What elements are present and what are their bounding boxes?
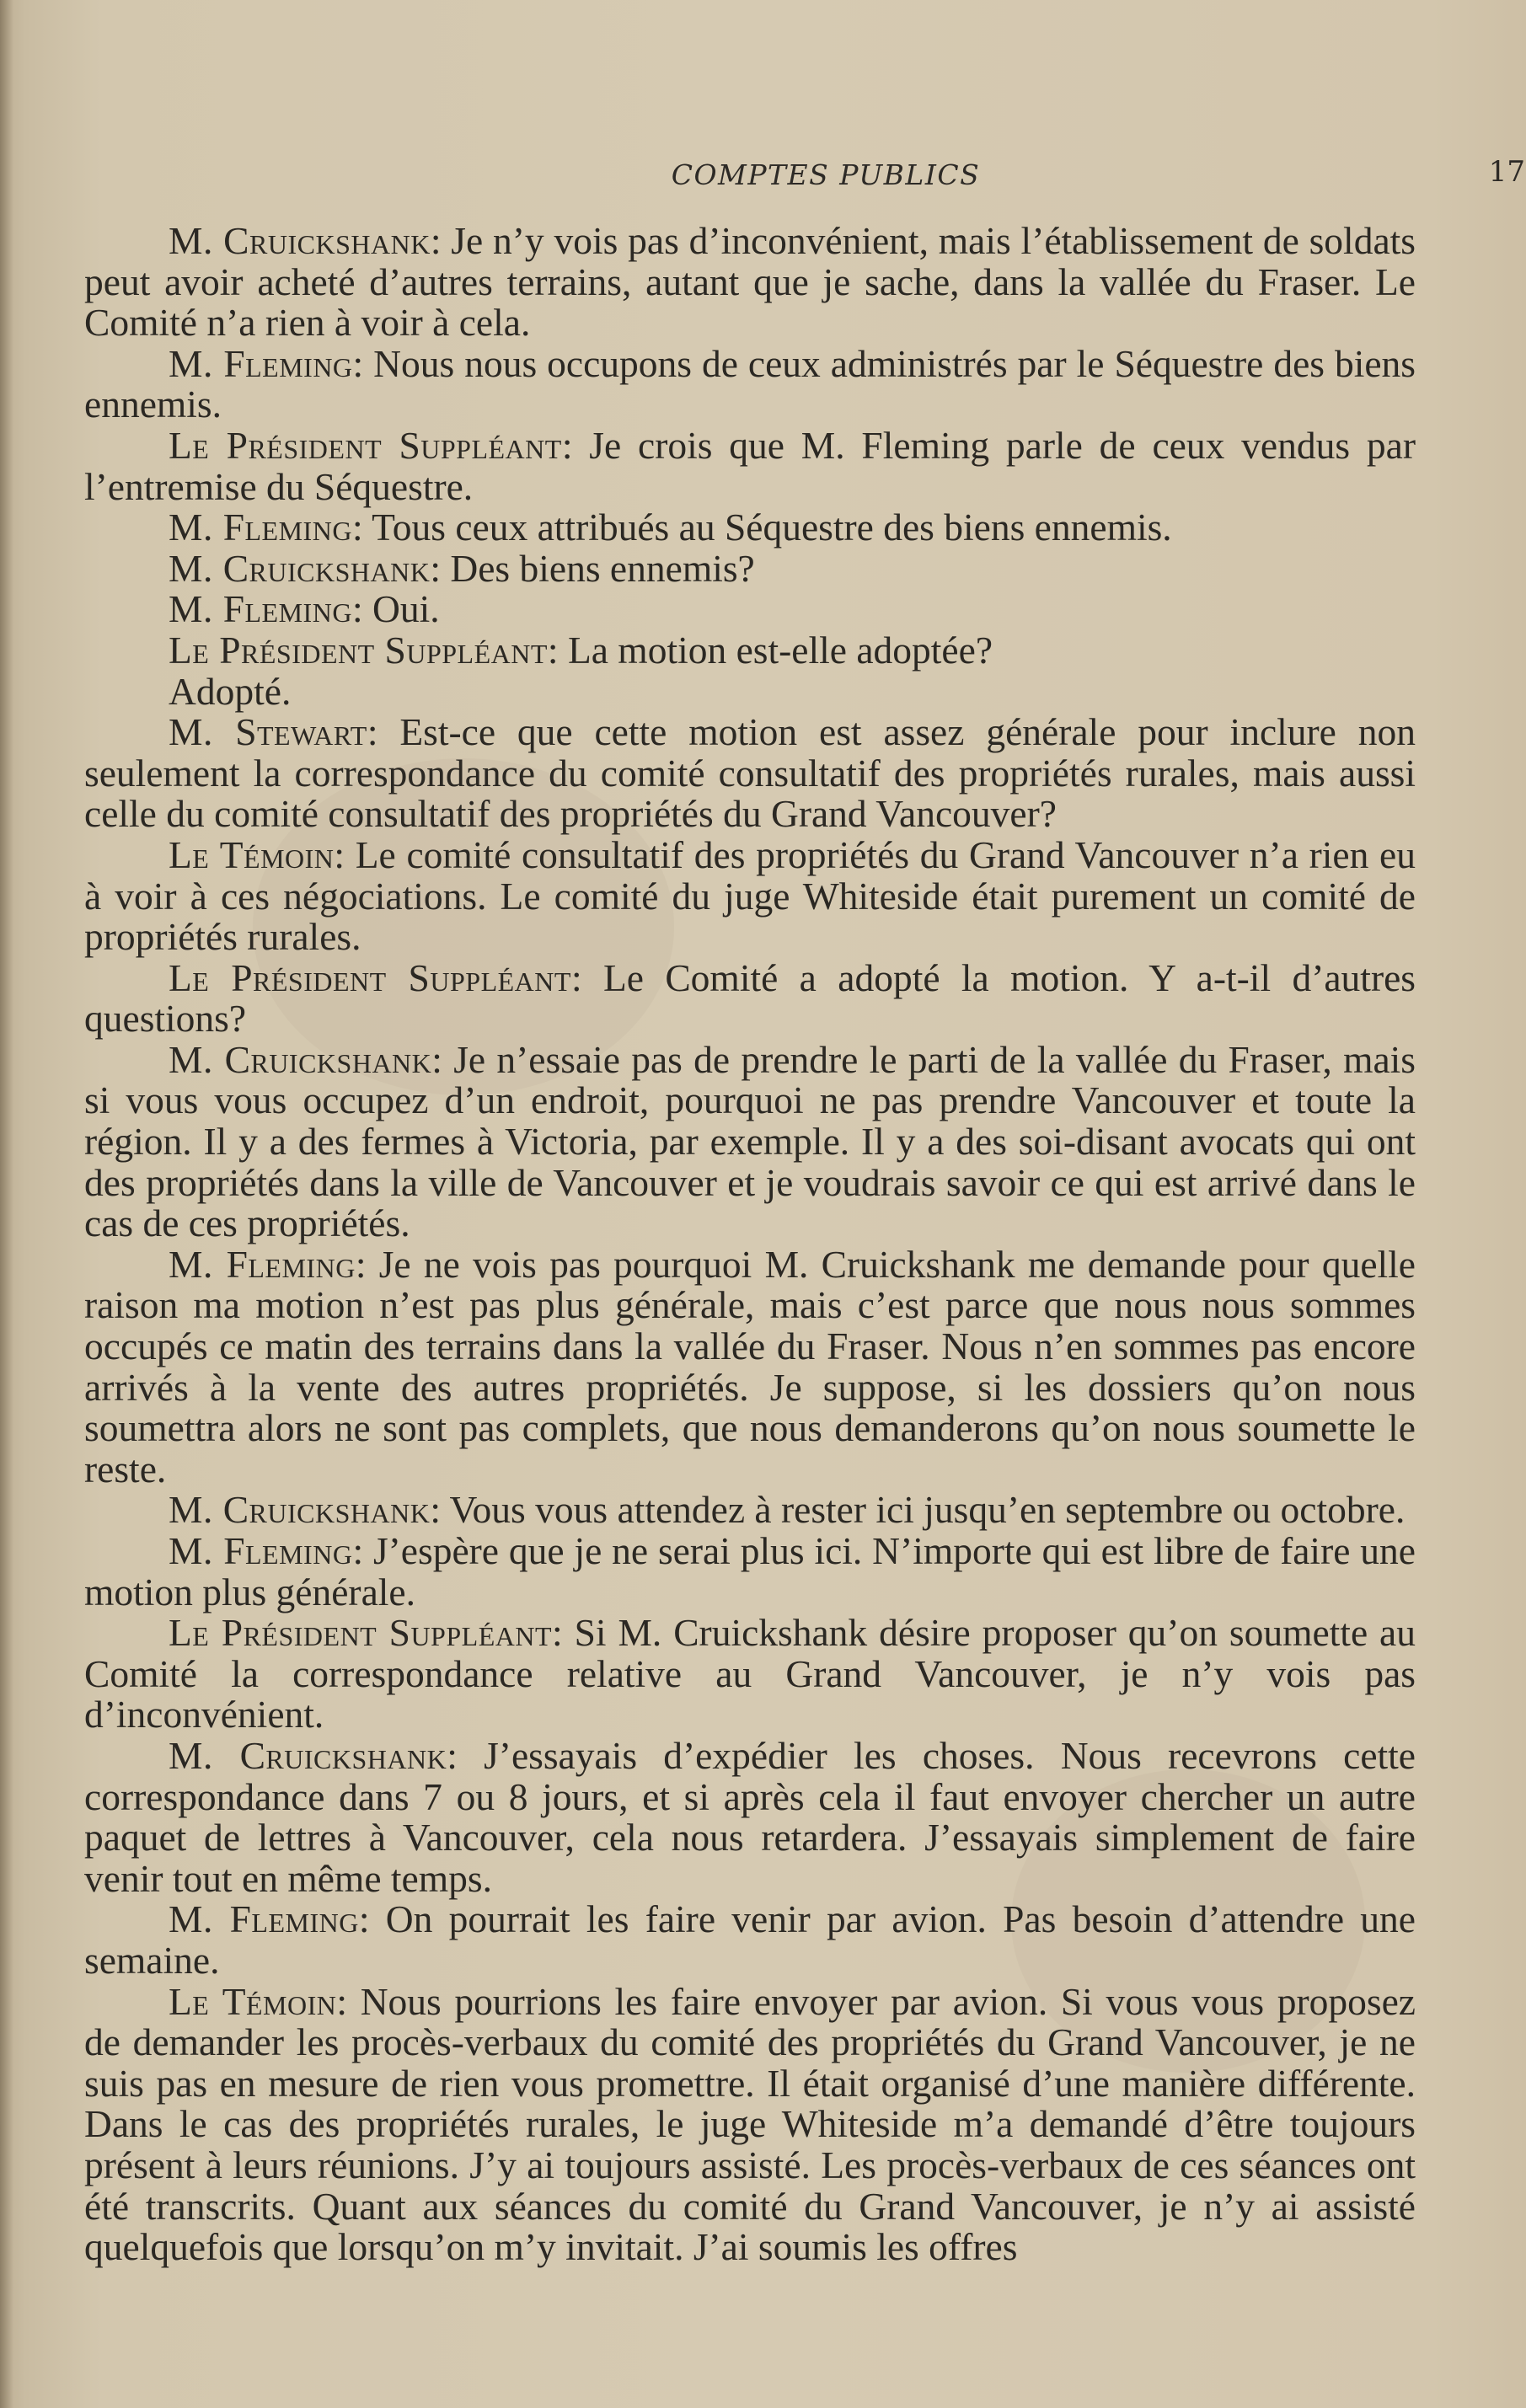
- speaker-name: M. Fleming: [169, 1897, 359, 1941]
- transcript-paragraph: [84, 832, 1416, 959]
- speaker-name: M. Fleming: [169, 341, 353, 385]
- speaker-name: M. Cruickshank: [169, 219, 431, 262]
- speech-text: : Nous pourrions les faire envoyer par avion. Si vous vous proposez de demander les procès-verbaux du comité des propriétés du Grand Vancouver, je ne suis pas en mesure de rien vous promettre. Il était organisé d’une manière différente. Dans le cas des propriétés rurales, le juge Whiteside m’a demandé d’être toujours présent à leurs réunions. J’y ai toujours assisté. Les procès-verbaux de ces séances ont été transcrits. Quant aux séances du comité du Grand Vancouver, je n’y ai assisté quelquefois que lorsqu’on m’y invitait. J’ai soumis les offres: [84, 1979, 1416, 2269]
- speech-text: : Je ne vois pas pourquoi M. Cruickshank me demande pour quelle raison ma motion n’est pas plus générale, mais c’est parce que nous nous sommes occupés ce matin des terrains dans la vallée du Fraser. Nous n’en sommes pas encore arrivés à la vente des autres propriétés. Je suppose, si les dossiers qu’on nous soumettra alors ne sont pas complets, que nous demanderons qu’on nous soumette le reste.: [84, 1242, 1416, 1490]
- speech-text: : J’espère que je ne serai plus ici. N’importe qui est libre de faire une motion plus générale.: [84, 1529, 1416, 1613]
- speaker-name: M. Fleming: [169, 1529, 353, 1572]
- speaker-name: M. Fleming: [169, 587, 352, 631]
- speaker-name: M. Stewart: [169, 710, 367, 754]
- speech-text: : On pourrait les faire venir par avion. Pas besoin d’attendre une semaine.: [84, 1897, 1416, 1982]
- speaker-name: Le Témoin: [169, 832, 335, 876]
- transcript-paragraph: [84, 221, 1416, 344]
- speech-text: : Je n’essaie pas de prendre le parti de la vallée du Fraser, mais si vous vous occupez d’un endroit, pourquoi ne pas prendre Vancouver et toute la région. Il y a des fermes à Victoria, par exemple. Il y a des soi-disant avocats qui ont des propriétés dans la ville de Vancouver et je voudrais savoir ce qui est arrivé dans le cas de ces propriétés.: [84, 1037, 1416, 1245]
- speech-text: : Oui.: [351, 587, 440, 631]
- speaker-name: M. Cruickshank: [169, 1488, 431, 1532]
- transcript-body: [84, 221, 1416, 2268]
- speaker-name: Le Témoin: [169, 1979, 337, 2023]
- page-header: [84, 155, 1526, 192]
- speech-text: : La motion est-elle adoptée?: [547, 628, 993, 672]
- transcript-paragraph: [84, 341, 1416, 426]
- transcript-paragraph: [84, 1979, 1416, 2269]
- transcript-paragraph: [84, 669, 1416, 713]
- transcript-paragraph: [84, 630, 1416, 672]
- page-binding-edge: [0, 0, 13, 2408]
- transcript-paragraph: [84, 507, 1416, 548]
- speaker-name: M. Cruickshank: [169, 1037, 432, 1081]
- speech-text: : Des biens ennemis?: [430, 546, 755, 590]
- speech-text: Adopté.: [169, 669, 292, 713]
- speech-text: : Je n’y vois pas d’inconvénient, mais l’établissement de soldats peut avoir acheté d’autres terrains, autant que je sache, dans la vallée du Fraser. Le Comité n’a rien à voir à cela.: [84, 219, 1416, 345]
- running-title: COMPTES PUBLICS: [671, 158, 981, 191]
- speaker-name: Le Président Suppléant: [169, 423, 562, 467]
- page-number: 17: [1488, 155, 1525, 189]
- speaker-name: M. Fleming: [169, 1242, 356, 1286]
- transcript-paragraph: [84, 1733, 1416, 1900]
- speaker-name: M. Fleming: [169, 506, 352, 549]
- transcript-paragraph: [84, 1613, 1416, 1736]
- speech-text: : Je crois que M. Fleming parle de ceux vendus par l’entremise du Séquestre.: [84, 423, 1416, 508]
- transcript-paragraph: [84, 1490, 1416, 1531]
- transcript-paragraph: [84, 1244, 1416, 1490]
- speaker-name: M. Cruickshank: [169, 546, 431, 590]
- speaker-name: Le Président Suppléant: [169, 628, 548, 672]
- speech-text: : Tous ceux attribués au Séquestre des biens ennemis.: [351, 506, 1172, 549]
- speaker-name: Le Président Suppléant: [169, 955, 571, 999]
- transcript-paragraph: [84, 589, 1416, 630]
- speech-text: : Le comité consultatif des propriétés du Grand Vancouver n’a rien eu à voir à ces négociations. Le comité du juge Whiteside était purement un comité de propriétés rurales.: [84, 832, 1416, 959]
- transcript-paragraph: [84, 955, 1416, 1041]
- speech-text: : Nous nous occupons de ceux administrés par le Séquestre des biens ennemis.: [84, 341, 1416, 426]
- transcript-paragraph: [84, 1037, 1416, 1245]
- speech-text: : Si M. Cruickshank désire proposer qu’on soumette au Comité la correspondance relative au Grand Vancouver, je n’y vois pas d’inconvénient.: [84, 1611, 1416, 1736]
- transcript-paragraph: [84, 1531, 1416, 1613]
- transcript-paragraph: [84, 1899, 1416, 1981]
- speaker-name: Le Président Suppléant: [169, 1611, 553, 1655]
- transcript-paragraph: [84, 425, 1416, 507]
- transcript-paragraph: [84, 548, 1416, 590]
- speaker-name: M. Cruickshank: [169, 1733, 447, 1777]
- speech-text: : Le Comité a adopté la motion. Y a-t-il d’autres questions?: [84, 955, 1416, 1041]
- transcript-paragraph: [84, 712, 1416, 835]
- speech-text: : J’essayais d’expédier les choses. Nous recevrons cette correspondance dans 7 ou 8 jours, et si après cela il faut envoyer chercher un autre paquet de lettres à Vancouver, cela nous retardera. J’essayais simplement de faire venir tout en même temps.: [84, 1733, 1416, 1900]
- speech-text: : Vous vous attendez à rester ici jusqu’en septembre ou octobre.: [430, 1488, 1406, 1532]
- speech-text: : Est-ce que cette motion est assez générale pour inclure non seulement la correspondance du comité consultatif des propriétés rurales, mais aussi celle du comité consultatif des propriétés du Grand Vancouver?: [84, 710, 1416, 836]
